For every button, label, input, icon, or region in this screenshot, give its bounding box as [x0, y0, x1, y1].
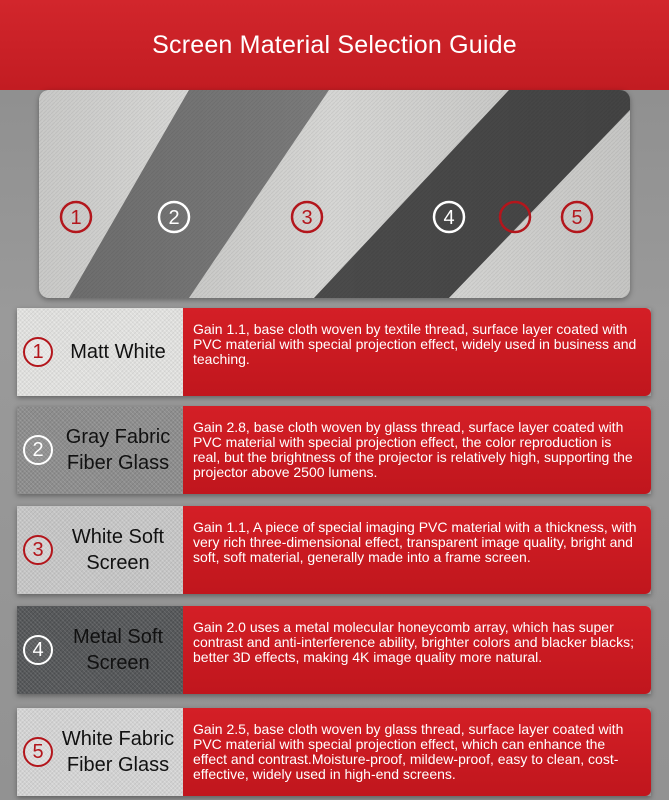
- material-name: Gray Fabric Fiber Glass: [65, 426, 171, 474]
- material-label-cell: [17, 506, 183, 594]
- material-number-badge: 3: [23, 535, 53, 565]
- material-description: Gain 2.8, base cloth woven by glass thread, surface layer coated with PVC material with special projection effect, the color reproduction is real, but the brightness of the projector is relatively high, supporting the projector above 2500 lumens.: [183, 406, 651, 494]
- material-name: White Soft Screen: [71, 526, 165, 574]
- material-row-matt-white: [17, 308, 651, 396]
- sample-number-1: 1: [70, 207, 82, 229]
- material-row-white-fabric: [17, 708, 651, 796]
- material-row-metal-soft: [17, 606, 651, 694]
- material-number-badge: 2: [23, 435, 53, 465]
- material-label-cell: [17, 606, 183, 694]
- material-row-gray-fabric: [17, 406, 651, 494]
- material-number-badge: 1: [23, 337, 53, 367]
- page-title: Screen Material Selection Guide: [152, 30, 517, 59]
- material-label-cell: [17, 308, 183, 396]
- material-name: Metal Soft Screen: [72, 626, 164, 674]
- material-name: White Fabric Fiber Glass: [61, 728, 175, 776]
- sample-number-4: 4: [443, 207, 455, 229]
- sample-number-2: 2: [168, 207, 180, 229]
- material-label-cell: [17, 708, 183, 796]
- material-row-white-soft: [17, 506, 651, 594]
- sample-number-5: 5: [571, 207, 583, 229]
- material-description: Gain 2.5, base cloth woven by glass thread, surface layer coated with PVC material with special projection effect, which can enhance the effect and contrast.Moisture-proof, mildew-proof, easy to clean, cost-effective, widely used in high-end screens.: [183, 708, 651, 796]
- header-banner: [0, 0, 669, 90]
- material-label-cell: [17, 406, 183, 494]
- sample-number-3: 3: [301, 207, 313, 229]
- material-number-badge: 4: [23, 635, 53, 665]
- material-name: Matt White: [70, 341, 166, 363]
- fabric-samples-image: [39, 90, 630, 298]
- material-description: Gain 2.0 uses a metal molecular honeycomb array, which has super contrast and anti-interference ability, brighter colors and blacker blacks; better 3D effects, making 4K image quality more natural.: [183, 606, 651, 694]
- material-description: Gain 1.1, A piece of special imaging PVC material with a thickness, with very rich three-dimensional effect, transparent image quality, bright and soft, soft material, generally made into a frame screen.: [183, 506, 651, 594]
- material-number-badge: 5: [23, 737, 53, 767]
- material-description: Gain 1.1, base cloth woven by textile thread, surface layer coated with PVC material with special projection effect, widely used in business and teaching.: [183, 308, 651, 396]
